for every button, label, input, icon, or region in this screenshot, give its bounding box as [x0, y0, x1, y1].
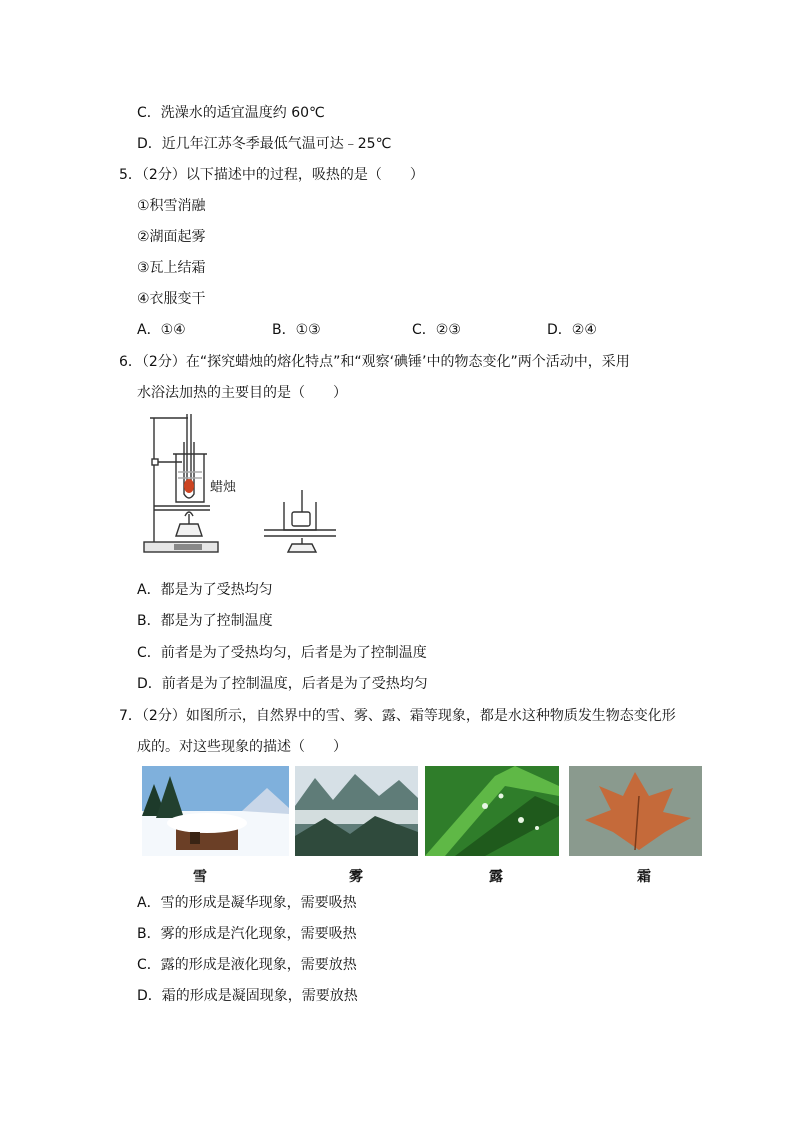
q7-option-d: D．霜的形成是凝固现象，需要放热 [137, 988, 358, 1004]
q5-item-4: ④衣服变干 [137, 291, 206, 307]
q5-option-b: B．①③ [272, 322, 321, 338]
q5-item-3: ③瓦上结霜 [137, 260, 206, 276]
q6-stem-line2: 水浴法加热的主要目的是（ ） [137, 385, 347, 401]
snow-photo [142, 766, 289, 856]
q7-option-c: C．露的形成是液化现象，需要放热 [137, 957, 357, 973]
q5-option-c: C．②③ [412, 322, 461, 338]
candle-label: 蜡烛 [210, 480, 237, 495]
caption-dew: 露 [489, 869, 503, 885]
apparatus-figure [140, 412, 345, 558]
q7-option-b: B．雾的形成是汽化现象，需要吸热 [137, 926, 357, 942]
q5-option-a: A．①④ [137, 322, 186, 338]
q6-option-d: D．前者是为了控制温度，后者是为了受热均匀 [137, 676, 428, 692]
q7-option-a: A．雪的形成是凝华现象，需要吸热 [137, 895, 357, 911]
q6-option-a: A．都是为了受热均匀 [137, 582, 273, 598]
q5-option-d: D．②④ [547, 322, 597, 338]
q4-option-d: D．近几年江苏冬季最低气温可达﹣25℃ [137, 136, 392, 152]
q4-option-c: C．洗澡水的适宜温度约 60℃ [137, 105, 325, 121]
q5-item-1: ①积雪消融 [137, 198, 206, 214]
fog-photo [295, 766, 418, 856]
q5-stem: 5．（2分）以下描述中的过程，吸热的是（ ） [119, 167, 424, 183]
q6-stem-line1: 6．（2分）在“探究蜡烛的熔化特点”和“观察‘碘锤’中的物态变化”两个活动中，采用 [119, 354, 630, 370]
q5-item-2: ②湖面起雾 [137, 229, 206, 245]
q6-option-c: C．前者是为了受热均匀，后者是为了控制温度 [137, 645, 427, 661]
frost-photo [569, 766, 702, 856]
q7-stem-line2: 成的。对这些现象的描述（ ） [137, 739, 347, 755]
q7-stem-line1: 7．（2分）如图所示，自然界中的雪、雾、露、霜等现象，都是水这种物质发生物态变化形 [119, 708, 676, 724]
caption-frost: 霜 [637, 869, 651, 885]
caption-snow: 雪 [193, 869, 207, 885]
q5-options-row [0, 320, 794, 340]
caption-fog: 雾 [349, 869, 363, 885]
dew-photo [425, 766, 559, 856]
q6-option-b: B．都是为了控制温度 [137, 613, 273, 629]
